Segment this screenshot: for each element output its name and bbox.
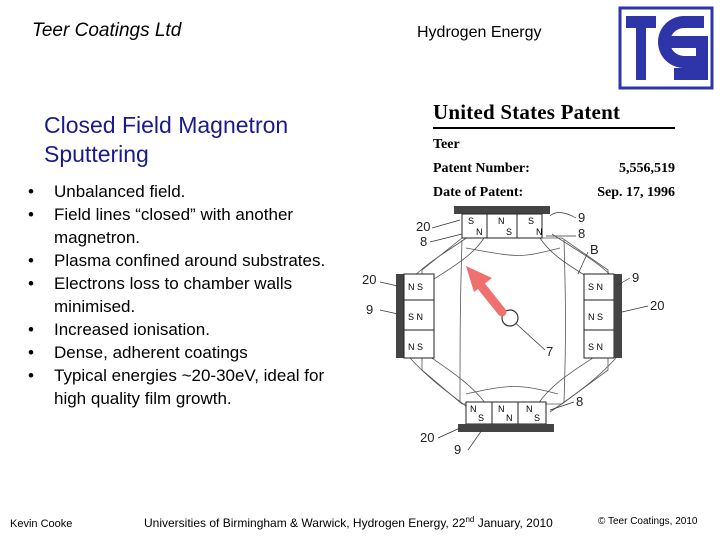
callout-label: 9 — [366, 302, 374, 317]
bullet-item: • Dense, adherent coatings — [24, 341, 354, 364]
pole-label: N — [536, 227, 543, 237]
patent-number-value: 5,556,519 — [619, 161, 675, 176]
callout-label: 20 — [362, 272, 377, 287]
magnetron-diagram — [350, 190, 684, 460]
slide-title-line-1: Closed Field Magnetron — [44, 112, 289, 138]
bullet-item: • Field lines “closed” with another magnetron. — [24, 203, 354, 249]
footer-event-text: Universities of Birmingham & Warwick, Hydrogen Energy, 22 — [144, 516, 466, 530]
bullet-item: • Increased ionisation. — [24, 318, 354, 341]
tcg-logo — [618, 6, 714, 90]
pole-label: N — [498, 404, 505, 414]
magnet-left — [396, 274, 434, 358]
highlight-arrow — [466, 266, 502, 312]
pole-label: N S — [408, 282, 424, 292]
pole-label: N — [506, 413, 513, 423]
bullet-item: • Plasma confined around substrates. — [24, 249, 354, 272]
company-name: Teer Coatings Ltd — [32, 20, 182, 41]
callout-label: 7 — [546, 344, 554, 359]
patent-date-value: Sep. 17, 1996 — [597, 185, 675, 200]
slide-title-line-2: Sputtering — [44, 141, 149, 167]
callout-label: 8 — [420, 234, 428, 249]
pole-label: S — [468, 216, 475, 226]
pole-label: S N — [588, 342, 604, 352]
magnet-bottom — [458, 402, 554, 432]
magnet-top — [454, 206, 550, 238]
pole-label: N S — [408, 342, 424, 352]
topic-label: Hydrogen Energy — [417, 24, 542, 41]
pole-label: N — [526, 404, 533, 414]
pole-label: S — [534, 413, 541, 423]
bullet-item: • Electrons loss to chamber walls minimised. — [24, 272, 354, 318]
bullet-item: • Unbalanced field. — [24, 180, 354, 203]
footer-event-sup: nd — [465, 515, 475, 524]
pole-label: N S — [588, 312, 604, 322]
callout-label: 9 — [632, 270, 640, 285]
slide-title — [44, 111, 288, 169]
callout-label: 20 — [420, 430, 435, 445]
pole-label: S — [506, 227, 513, 237]
pole-label: N — [470, 404, 477, 414]
footer-copyright: © Teer Coatings, 2010 — [598, 516, 698, 527]
pole-label: S — [478, 413, 485, 423]
patent-divider — [433, 127, 675, 129]
footer-author: Kevin Cooke — [10, 518, 73, 530]
patent-number-label: Patent Number: — [433, 161, 530, 176]
footer-event-date: January, 2010 — [474, 516, 553, 530]
magnet-right — [584, 274, 622, 358]
pole-label: S N — [588, 282, 604, 292]
bullet-item: • Typical energies ~20-30eV, ideal for high quality film growth. — [24, 364, 354, 410]
patent-inventor: Teer — [433, 137, 460, 152]
pole-label: N — [476, 227, 483, 237]
patent-title: United States Patent — [433, 100, 621, 124]
callout-label: 8 — [578, 226, 586, 241]
bullet-list — [24, 180, 354, 410]
pole-label: N — [498, 216, 505, 226]
patent-date-label: Date of Patent: — [433, 185, 524, 200]
callout-label: 8 — [576, 394, 584, 409]
footer-event — [144, 515, 553, 530]
pole-label: S N — [408, 312, 424, 322]
callout-label: 9 — [578, 210, 586, 225]
callout-label: 9 — [454, 442, 462, 457]
callout-label: 20 — [650, 298, 665, 313]
callout-label: 20 — [416, 219, 431, 234]
pole-label: S — [528, 216, 535, 226]
callout-label: B — [590, 242, 599, 257]
